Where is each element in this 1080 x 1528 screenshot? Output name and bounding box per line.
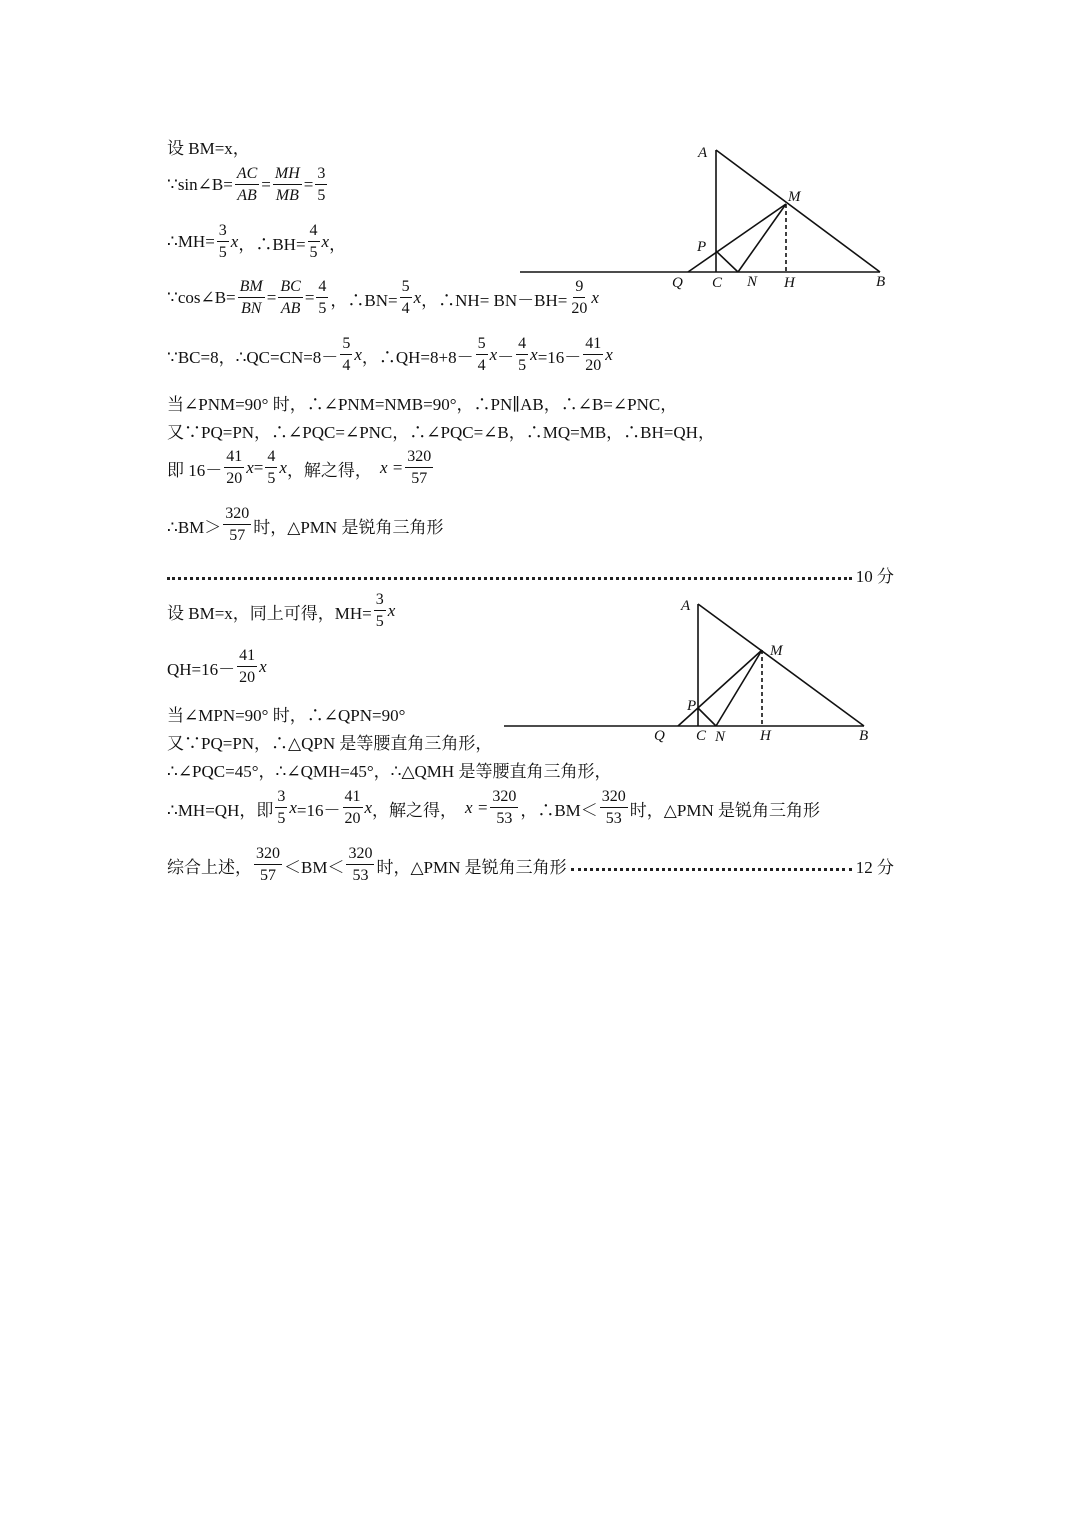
label-q: Q <box>672 275 683 291</box>
label-a: A <box>681 598 691 614</box>
fraction: $\frac{BC}{AB}$ <box>280 278 301 317</box>
label-h: H <box>784 275 795 291</box>
label-h: H <box>760 728 771 744</box>
triangle-figure-1 <box>518 140 898 295</box>
fraction: $\frac{320}{57}$ <box>256 845 280 884</box>
line-when-mpn: 当∠MPN=90° 时，∴∠QPN=90° <box>167 706 406 725</box>
dotted-leader <box>571 868 852 871</box>
line-cos-b: ∵cos∠B= $\frac{BM}{BN}$ = $\frac{BC}{AB}$ = $\frac{4}{5}$ ，∴BN= $\frac{5}{4}$ x ，∴NH= BN－BH= $\frac{9}{20}$ x <box>167 278 599 317</box>
label-c: C <box>712 275 723 291</box>
line-bc-qh: ∵BC=8，∴QC=CN=8－ $\frac{5}{4}$ x ，∴QH=8+8－ $\frac{5}{4}$ x － $\frac{4}{5}$ x =16－ $\frac{41}{20}$ x <box>167 335 613 374</box>
line-qh-2: QH=16－ $\frac{41}{20}$ x <box>167 647 267 686</box>
line-angle-45: ∴∠PQC=45°，∴∠QMH=45°，∴△QMH 是等腰直角三角形， <box>167 762 612 781</box>
label-c: C <box>696 728 707 744</box>
line-set-bm-2: 设 BM=x，同上可得，MH= $\frac{3}{5}$ x <box>167 591 396 630</box>
score-leader-10 <box>167 562 894 587</box>
fraction: $\frac{3}{5}$ <box>277 788 286 827</box>
fraction: $\frac{MH}{MB}$ <box>274 165 300 204</box>
line-when-pnm: 当∠PNM=90° 时，∴∠PNM=NMB=90°，∴PN∥AB，∴∠B=∠PNC， <box>167 395 678 414</box>
segment-pn <box>716 251 738 272</box>
segment-ab <box>716 150 880 272</box>
fraction: $\frac{5}{4}$ <box>477 335 486 374</box>
fraction: $\frac{3}{5}$ <box>317 165 326 204</box>
line-summary: 综合上述， $\frac{320}{57}$ ＜BM＜ $\frac{320}{53}$ 时，△PMN 是锐角三角形 12 分 <box>167 845 894 884</box>
fraction: $\frac{BM}{BN}$ <box>239 278 263 317</box>
fraction: $\frac{320}{57}$ <box>407 448 432 487</box>
segment-qm <box>678 650 762 726</box>
line-equation-1: 即 16－ $\frac{41}{20}$ x = $\frac{4}{5}$ x ，解之得， x = $\frac{320}{57}$ <box>167 448 432 487</box>
triangle-diagram-2 <box>502 594 882 744</box>
fraction: $\frac{4}{5}$ <box>309 222 318 261</box>
fraction: $\frac{4}{5}$ <box>518 335 527 374</box>
score-10: 10 分 <box>855 567 894 586</box>
line-sin-b: ∵sin∠B= $\frac{AC}{AB}$ = $\frac{MH}{MB}$ = $\frac{3}{5}$ <box>167 165 326 204</box>
line-also-qpn: 又∵PQ=PN，∴△QPN 是等腰直角三角形， <box>167 734 493 753</box>
fraction: $\frac{41}{20}$ <box>344 788 361 827</box>
fraction: $\frac{3}{5}$ <box>375 591 384 630</box>
fraction: $\frac{320}{57}$ <box>225 505 250 544</box>
fraction: $\frac{AC}{AB}$ <box>236 165 258 204</box>
segment-nm <box>716 650 762 726</box>
label-n: N <box>715 729 726 745</box>
fraction: $\frac{41}{20}$ <box>226 448 243 487</box>
score-12: 12 分 <box>855 857 894 877</box>
line-equation-2: ∴MH=QH，即 $\frac{3}{5}$ x =16－ $\frac{41}{20}$ x ，解之得， x = $\frac{320}{53}$ ，∴BM＜ $\frac{320}{53}$ 时，△PMN 是锐角三角形 <box>167 788 820 827</box>
dotted-leader <box>167 577 852 580</box>
fraction: $\frac{4}{5}$ <box>267 448 276 487</box>
fraction: $\frac{5}{4}$ <box>342 335 351 374</box>
line-also-pq-pn: 又∵PQ=PN，∴∠PQC=∠PNC，∴∠PQC=∠B，∴MQ=MB，∴BH=QH， <box>167 423 715 442</box>
fraction: $\frac{5}{4}$ <box>401 278 410 317</box>
fraction: $\frac{41}{20}$ <box>585 335 602 374</box>
fraction: $\frac{320}{53}$ <box>492 788 517 827</box>
line-conclusion-1: ∴BM＞ $\frac{320}{57}$ 时，△PMN 是锐角三角形 <box>167 505 444 544</box>
line-set-bm: 设 BM=x， <box>167 139 250 158</box>
fraction: $\frac{320}{53}$ <box>348 845 373 884</box>
segment-pn <box>698 708 716 726</box>
label-a: A <box>698 145 708 161</box>
label-q: Q <box>654 728 665 744</box>
label-b: B <box>876 274 886 290</box>
label-n: N <box>747 274 758 290</box>
label-p: P <box>697 239 707 255</box>
label-b: B <box>859 728 869 744</box>
segment-qm <box>688 204 786 272</box>
line-mh-bh: ∴MH= $\frac{3}{5}$ x ，∴BH= $\frac{4}{5}$ x ， <box>167 222 347 261</box>
fraction: $\frac{4}{5}$ <box>318 278 327 317</box>
fraction: $\frac{320}{53}$ <box>601 788 626 827</box>
label-m: M <box>770 643 783 659</box>
triangle-figure-2 <box>502 594 882 749</box>
segment-nm <box>738 204 786 272</box>
fraction: $\frac{3}{5}$ <box>218 222 227 261</box>
label-m: M <box>788 189 801 205</box>
fraction: $\frac{9}{20}$ <box>571 278 588 317</box>
triangle-diagram-1 <box>518 140 898 290</box>
segment-ab <box>698 604 864 726</box>
label-p: P <box>687 698 697 714</box>
fraction: $\frac{41}{20}$ <box>239 647 256 686</box>
